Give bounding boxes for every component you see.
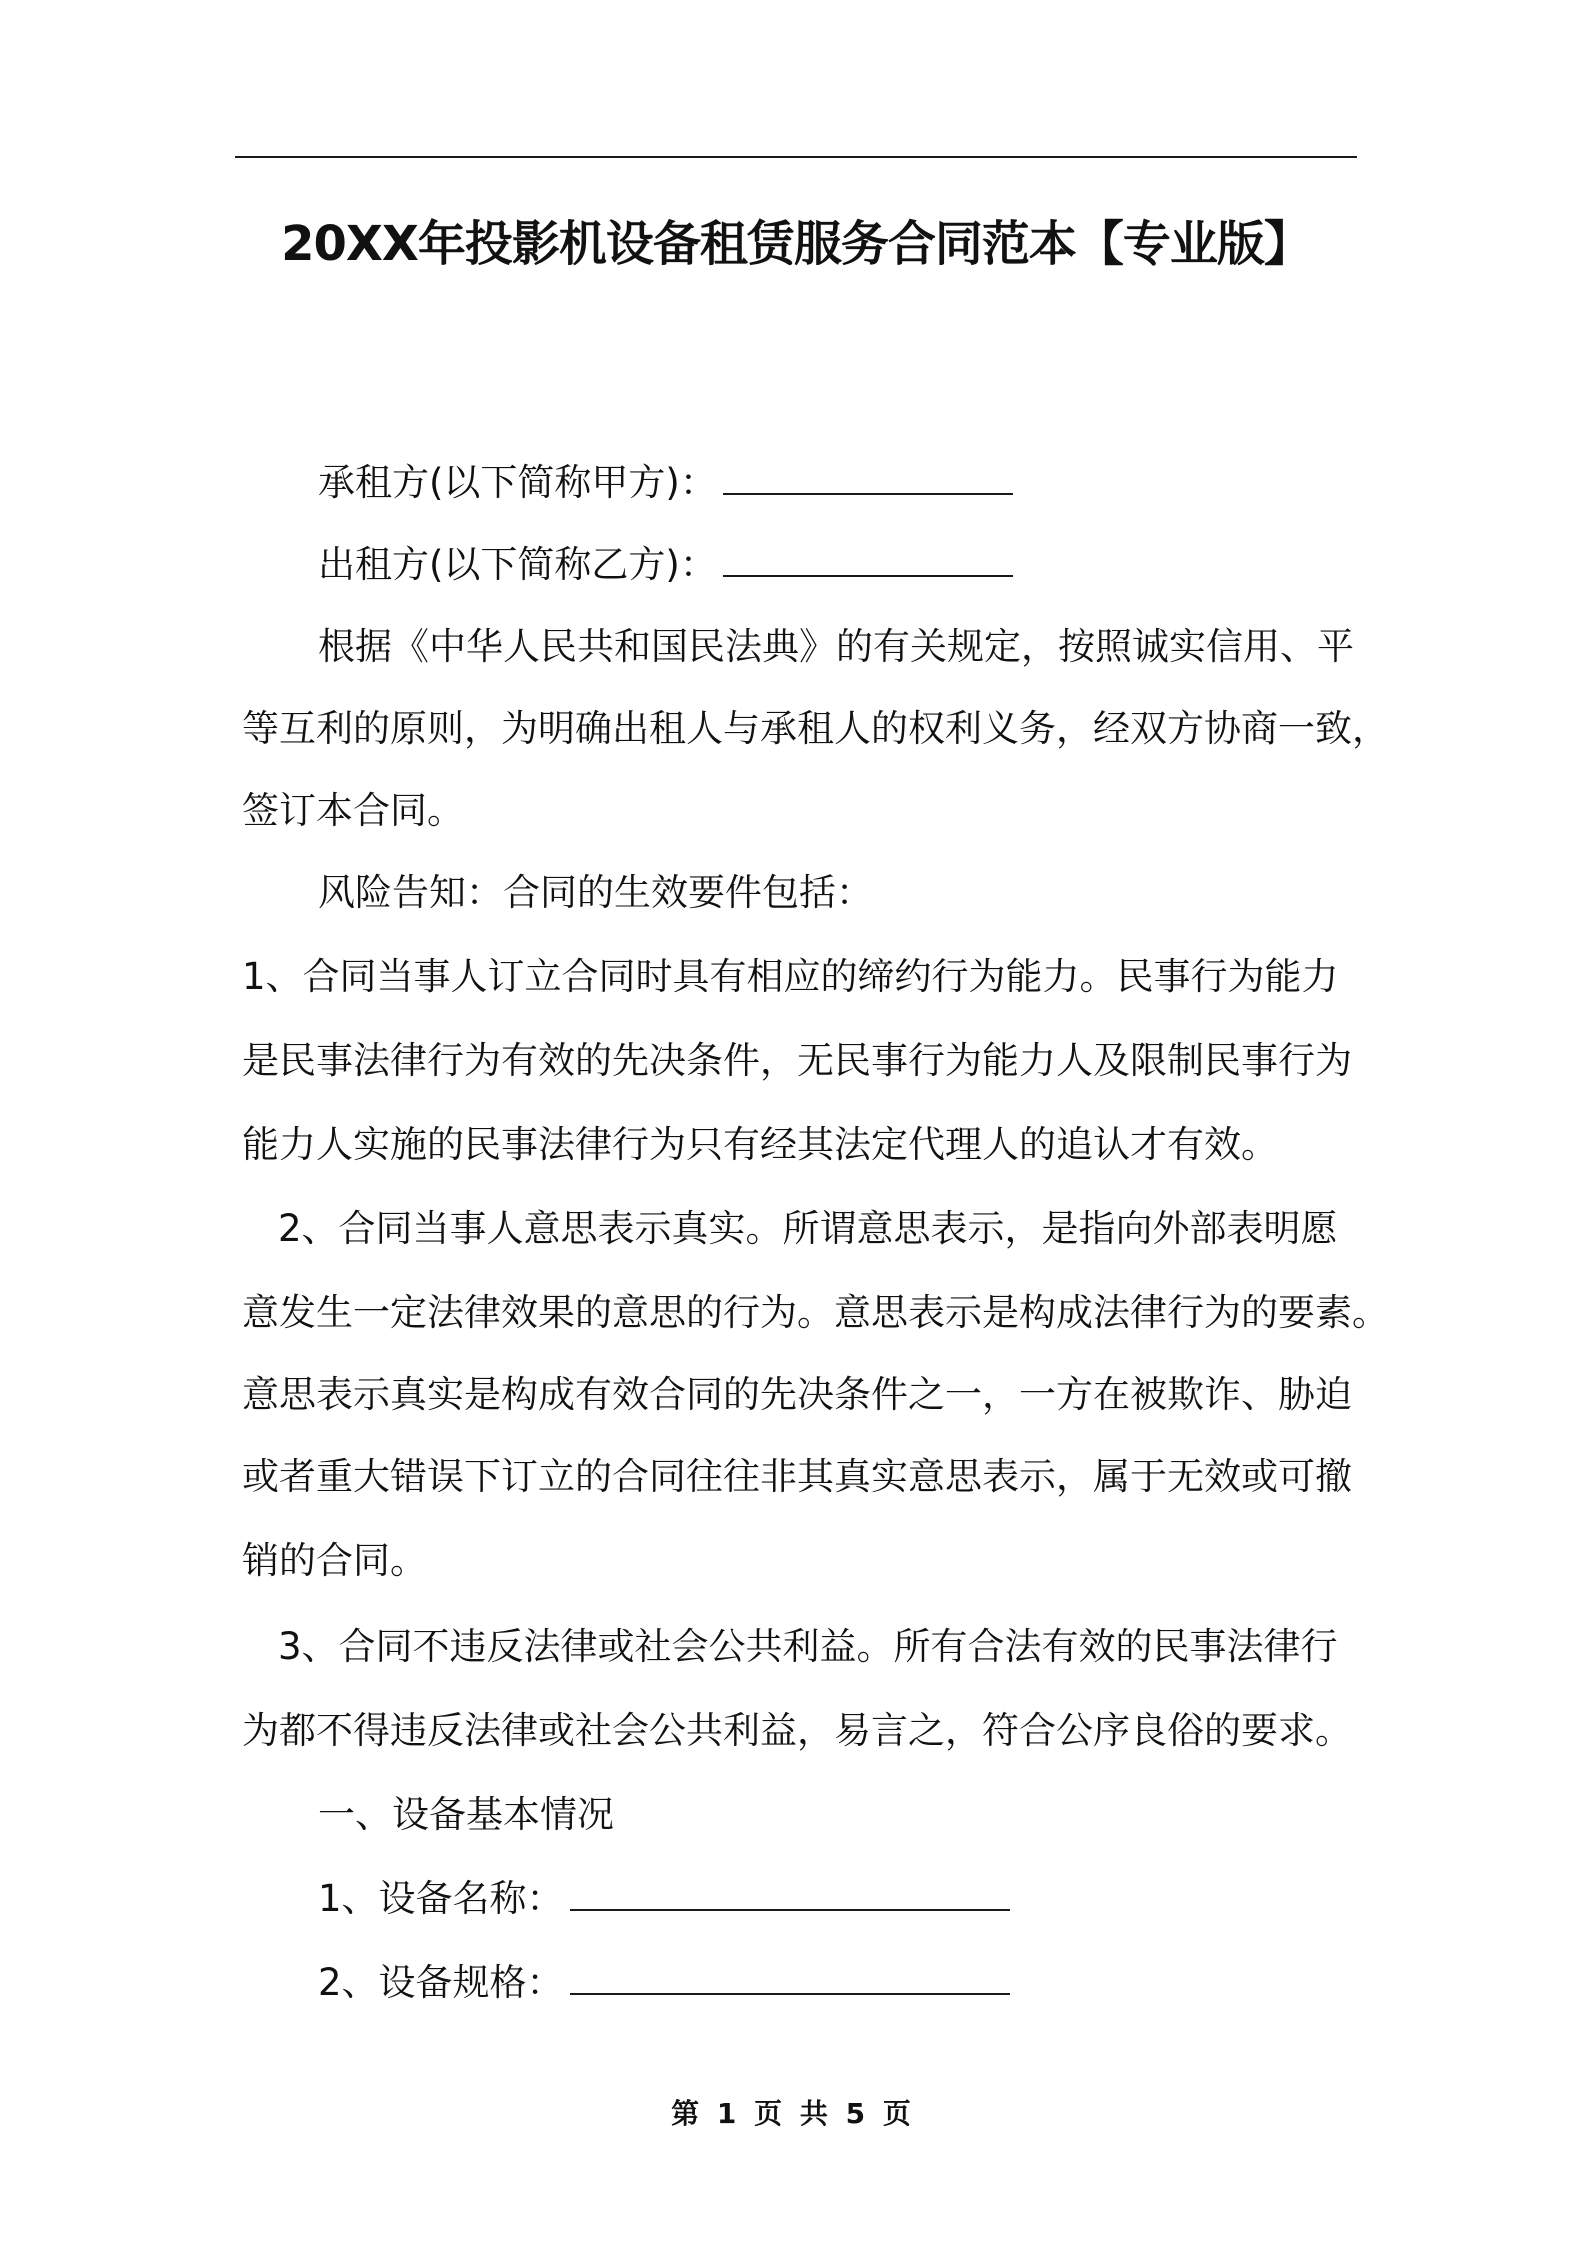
lessee-line bbox=[318, 458, 1013, 508]
equipment-spec-label: 2、设备规格： bbox=[318, 1961, 564, 2004]
page-indicator: 第 1 页 共 5 页 bbox=[671, 2097, 915, 2130]
equipment-name-blank[interactable] bbox=[570, 1877, 1010, 1911]
intro-line: 签订本合同。 bbox=[242, 789, 464, 832]
lessor-label: 出租方(以下简称乙方)： bbox=[318, 543, 717, 586]
clause-3-line: 3、合同不违反法律或社会公共利益。所有合法有效的民事法律行 bbox=[278, 1625, 1338, 1668]
clause-1-line: 能力人实施的民事法律行为只有经其法定代理人的追认才有效。 bbox=[242, 1123, 1278, 1166]
clause-1-line: 1、合同当事人订立合同时具有相应的缔约行为能力。民事行为能力 bbox=[242, 955, 1339, 998]
intro-line: 根据《中华人民共和国民法典》的有关规定，按照诚实信用、平 bbox=[318, 625, 1354, 668]
lessee-label: 承租方(以下简称甲方)： bbox=[318, 461, 717, 504]
clause-1-line: 是民事法律行为有效的先决条件，无民事行为能力人及限制民事行为 bbox=[242, 1039, 1352, 1082]
lessee-blank[interactable] bbox=[723, 461, 1013, 495]
equipment-spec-blank[interactable] bbox=[570, 1961, 1010, 1995]
clause-2-line: 或者重大错误下订立的合同往往非其真实意思表示，属于无效或可撤 bbox=[242, 1455, 1352, 1498]
clause-2-line: 意思表示真实是构成有效合同的先决条件之一，一方在被欺诈、胁迫 bbox=[242, 1373, 1352, 1416]
clause-2-line: 意发生一定法律效果的意思的行为。意思表示是构成法律行为的要素。 bbox=[242, 1291, 1389, 1334]
clause-2-line: 2、合同当事人意思表示真实。所谓意思表示，是指向外部表明愿 bbox=[278, 1207, 1338, 1250]
equipment-spec-line bbox=[318, 1958, 1010, 2008]
document-title: 20XX年投影机设备租赁服务合同范本【专业版】 bbox=[281, 216, 1311, 272]
clause-3-line: 为都不得违反法律或社会公共利益，易言之，符合公序良俗的要求。 bbox=[242, 1709, 1352, 1752]
lessor-blank[interactable] bbox=[723, 543, 1013, 577]
section-1-heading: 一、设备基本情况 bbox=[318, 1793, 614, 1836]
equipment-name-label: 1、设备名称： bbox=[318, 1877, 564, 1920]
intro-line: 等互利的原则，为明确出租人与承租人的权利义务，经双方协商一致， bbox=[242, 707, 1389, 750]
clause-2-line: 销的合同。 bbox=[242, 1539, 427, 1582]
equipment-name-line bbox=[318, 1874, 1010, 1924]
risk-heading: 风险告知：合同的生效要件包括： bbox=[318, 871, 873, 914]
header-rule bbox=[235, 156, 1357, 158]
lessor-line bbox=[318, 540, 1013, 590]
